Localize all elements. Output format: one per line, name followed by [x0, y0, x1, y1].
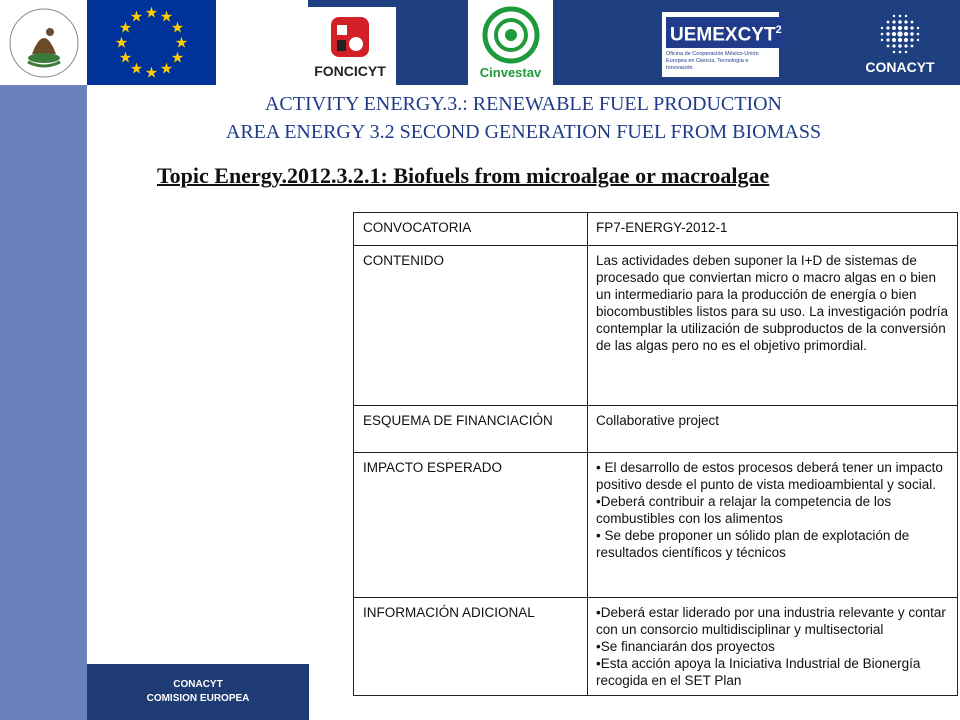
- conacyt-dot-icon: [910, 38, 913, 41]
- topic-heading: Topic Energy.2012.3.2.1: Biofuels from microalgae or macroalgae: [157, 163, 770, 188]
- row-value-text: Las actividades deben suponer la I+D de sistemas de procesado que conviertan micro o macro algas en o bien un intermediario para la producción de energía o bien biocombustibles listos para su uso. La investigación podría contemplar la utilización de subproductos de la conversión de las algas pero no es el objetivo primordial.: [596, 253, 948, 353]
- conacyt-dot-icon: [917, 38, 919, 40]
- uemexcyt-logo-text: UEMEXCYT: [670, 24, 776, 46]
- conacyt-dot-icon: [881, 32, 884, 35]
- eu-star-icon: ★: [129, 60, 144, 78]
- eu-star-icon: ★: [114, 34, 129, 52]
- row-key: CONVOCATORIA: [354, 213, 588, 246]
- conacyt-dot-icon: [899, 50, 902, 53]
- uemexcyt-logo-superscript: 2: [775, 23, 782, 36]
- bullet-item: •Deberá contribuir a relajar la competencia de los combustibles con los alimentos: [596, 494, 892, 526]
- row-value-text: Collaborative project: [596, 413, 720, 428]
- mexico-coat-of-arms-logo: [0, 0, 87, 85]
- conacyt-dot-icon: [910, 26, 913, 29]
- table-row: [354, 406, 958, 453]
- conacyt-dot-icon: [886, 26, 889, 29]
- conacyt-dot-icon: [917, 32, 920, 35]
- footer-line-2: COMISION EUROPEA: [146, 693, 250, 704]
- conacyt-dot-icon: [904, 38, 908, 42]
- conacyt-dot-icon: [904, 44, 907, 47]
- uemexcyt-logo: [662, 12, 782, 77]
- conacyt-dot-icon: [898, 37, 902, 41]
- conacyt-dot-icon: [893, 14, 895, 16]
- conacyt-dot-icon: [887, 44, 890, 47]
- conacyt-logo-text: CONACYT: [865, 58, 935, 75]
- conacyt-dot-icon: [898, 25, 902, 29]
- conacyt-dot-icon: [887, 20, 890, 23]
- conacyt-dot-icon: [910, 32, 913, 35]
- conacyt-dot-icon: [892, 44, 895, 47]
- conacyt-logo: [840, 0, 960, 85]
- eu-star-icon: ★: [159, 8, 174, 26]
- row-value: [588, 213, 958, 246]
- eu-star-icon: ★: [144, 4, 159, 22]
- conacyt-dot-icon: [917, 26, 919, 28]
- conacyt-dot-icon: [892, 20, 895, 23]
- bullet-item: •Deberá estar liderado por una industria relevante y contar con un consorcio multidisciplinar y multisectorial: [596, 605, 946, 637]
- conacyt-dot-icon: [911, 20, 914, 23]
- footer-line-1: CONACYT: [173, 679, 223, 690]
- row-value: [588, 406, 958, 453]
- row-value: [588, 453, 958, 598]
- conacyt-dot-icon: [892, 26, 896, 30]
- area-title: AREA ENERGY 3.2 SECOND GENERATION FUEL FROM BIOMASS: [225, 121, 822, 143]
- table-row: [354, 598, 958, 696]
- conacyt-dot-icon: [905, 14, 907, 16]
- eu-star-icon: ★: [174, 34, 189, 52]
- conacyt-dot-icon: [886, 38, 889, 41]
- eu-star-icon: ★: [159, 60, 174, 78]
- row-value: [588, 246, 958, 406]
- info-table: [353, 212, 958, 696]
- cinvestav-logo-text: Cinvestav: [479, 65, 542, 80]
- row-value: [588, 598, 958, 696]
- conacyt-dot-icon: [904, 26, 908, 30]
- conacyt-dot-icon: [892, 31, 896, 35]
- bullet-item: •Esta acción apoya la Iniciativa Industrial de Bionergía recogida en el SET Plan: [596, 656, 921, 688]
- conacyt-dot-icon: [905, 50, 907, 52]
- conacyt-dot-icon: [899, 14, 902, 17]
- conacyt-dot-icon: [886, 32, 889, 35]
- left-sidebar-band: [0, 85, 87, 720]
- eu-star-icon: ★: [144, 64, 159, 82]
- conacyt-dot-icon: [904, 20, 907, 23]
- table-row: [354, 246, 958, 406]
- header: [0, 0, 960, 85]
- row-value-text: FP7-ENERGY-2012-1: [596, 220, 728, 235]
- table-row: [354, 453, 958, 598]
- eu-star-icon: ★: [118, 19, 133, 37]
- bullet-item: • El desarrollo de estos procesos deberá tener un impacto positivo desde el punto de vista medioambiental y social.: [596, 460, 943, 492]
- foncicyt-logo-text: FONCICYT: [314, 63, 386, 79]
- uemexcyt-logo-subtitle: Oficina de Cooperación México-Unión Europea en Ciencia, Tecnología e Innovación: [666, 51, 759, 72]
- conacyt-dot-icon: [881, 26, 883, 28]
- eu-star-icon: ★: [118, 49, 133, 67]
- table-row: [354, 213, 958, 246]
- conacyt-dot-icon: [893, 50, 895, 52]
- eu-star-icon: ★: [170, 49, 185, 67]
- foncicyt-logo: [304, 7, 396, 85]
- eu-flag-logo: [87, 0, 216, 85]
- bullet-item: •Se financiarán dos proyectos: [596, 639, 775, 654]
- conacyt-dot-icon: [897, 31, 902, 36]
- activity-title: ACTIVITY ENERGY.3.: RENEWABLE FUEL PRODUCTION: [264, 93, 782, 115]
- conacyt-dot-icon: [898, 44, 901, 47]
- conacyt-dot-icon: [898, 20, 901, 23]
- conacyt-dot-icon: [881, 38, 883, 40]
- row-key: IMPACTO ESPERADO: [354, 453, 588, 598]
- footer-label-box: [87, 664, 309, 720]
- eu-star-icon: ★: [129, 8, 144, 26]
- row-key: ESQUEMA DE FINANCIACIÓN: [354, 406, 588, 453]
- bullet-item: • Se debe proponer un sólido plan de explotación de resultados científicos y técnicos: [596, 528, 910, 560]
- conacyt-dot-icon: [904, 31, 908, 35]
- row-key: INFORMACIÓN ADICIONAL: [354, 598, 588, 696]
- conacyt-dot-icon: [911, 44, 914, 47]
- cinvestav-logo: [468, 0, 553, 85]
- row-key: CONTENIDO: [354, 246, 588, 406]
- eu-star-icon: ★: [170, 19, 185, 37]
- conacyt-dot-icon: [892, 38, 896, 42]
